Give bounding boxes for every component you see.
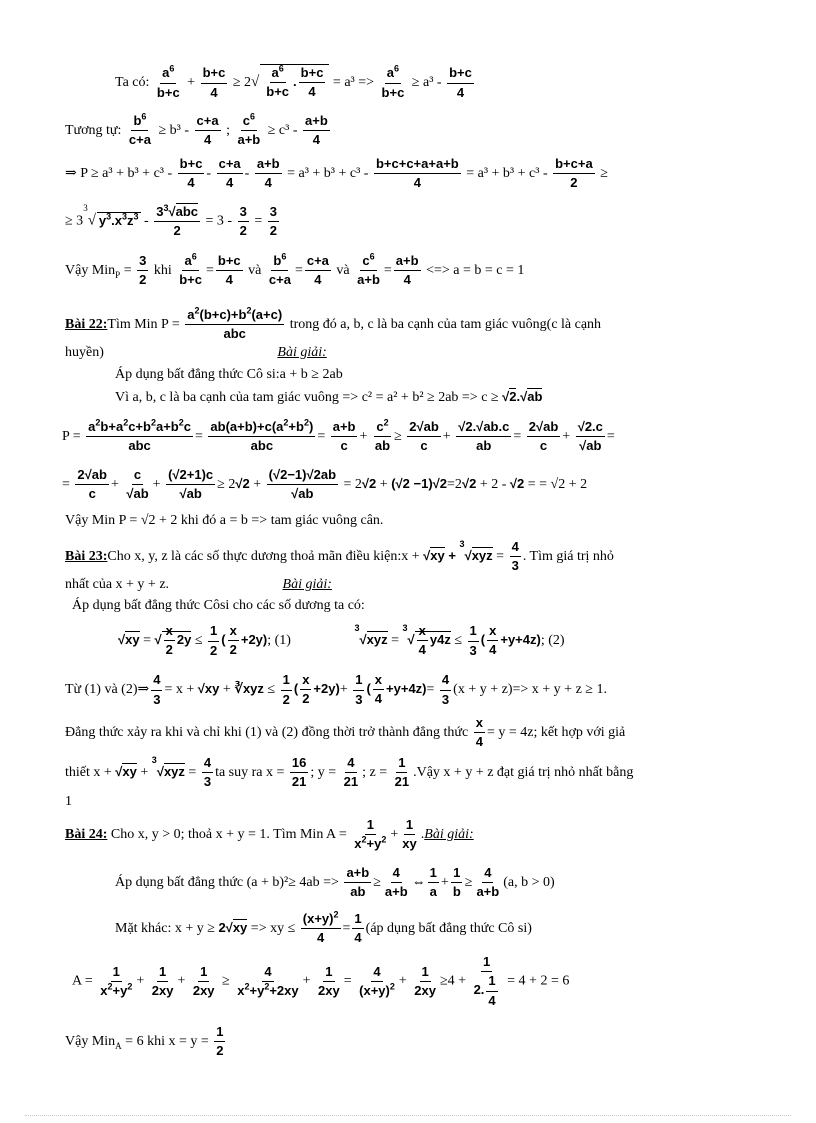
fraction: $\frac{a+b}{4}$ [305, 113, 328, 148]
problem-title: Bài 24: [65, 827, 108, 843]
text: (áp dụng bất đẳng thức Cô si) [365, 921, 532, 937]
problem-title: Bài 22: [65, 317, 108, 333]
text: (x + y + z)=> x + y + z ≥ 1. [453, 682, 607, 698]
b24-conc: Vậy Min$_A$ = 6 khi x = y = $\frac{1}{2}$ [65, 1024, 224, 1059]
text: = a³ + b³ + c³ - [287, 166, 369, 182]
text: = a³ + b³ + c³ - [466, 166, 548, 182]
text: ≥ a³ - [411, 75, 442, 91]
b24-title-line: Bài 24: Cho x, y > 0; thoả x + y = 1. Tìm Min A = $\frac{1}{x^2+y^2}$ + $\frac{1}{xy}$ .Bài giải: [65, 817, 474, 852]
solution-label: Bài giải: [424, 827, 474, 843]
line-3: ⇒ P ≥ a³ + b³ + c³ - $\frac{b+c}{4}$ - $\frac{c+a}{4}$ - $\frac{a+b}{4}$ = a³ + b³ + c³ - $\frac{b+c+c+a+a+b}{4}$ = a³ + b³ + c³ - $\frac{b+c+a}{2}$ ≥ [65, 156, 608, 191]
b22-cont [65, 346, 816, 360]
fraction: $\frac{b+c}{4}$ [202, 65, 226, 100]
text: Cho x, y > 0; thoả x + y = 1. Tìm Min A = [110, 827, 347, 843]
text: Đẳng thức xảy ra khi và chỉ khi (1) và (2) đồng thời trở thành đẳng thức [65, 725, 469, 741]
text: ta suy ra x = [215, 765, 285, 781]
text: ≥ 3 [65, 213, 84, 229]
line-1: Ta có: $\frac{a^6}{b+c}$ + $\frac{b+c}{4}$ ≥ 2√ $\frac{a^6}{b+c}$ . $\frac{b+c}{4}$ = a³ => $\frac{a^6}{b+c}$ ≥ a³ - $\frac{b+c}{4}$ [115, 63, 472, 100]
b22-conc [65, 514, 816, 528]
text: Áp dụng bất đẳng thức Côsi cho các số dương ta có: [72, 598, 365, 613]
b22-p1: P = $a^2b+a^2c+b^2a+b^2c$ abc = $ab(a+b)+c(a^2+b^2)$ abc = $\frac{a+b}{c}$ + $\frac{c^2}{ab}$ ≥ $\frac{2√ab}{c}$ + $\frac{√2.√ab.c}{ab}$ = $\frac{2√ab}{c}$ + $\frac{√2.c}{√ab}$ = [62, 417, 615, 454]
b22-s1 [115, 368, 816, 382]
text: và [336, 263, 350, 279]
solution-label: Bài giải: [282, 577, 332, 592]
text: Từ (1) và (2)⇒ [65, 682, 150, 698]
fraction: $\frac{c^6}{a+b}$ [237, 111, 261, 148]
problem-title: Bài 23: [65, 549, 108, 565]
text: => xy ≤ [250, 921, 296, 937]
line-2 [65, 111, 816, 148]
text: ≥ c³ - [267, 123, 298, 139]
text: Mặt khác: x + y ≥ [115, 921, 215, 937]
b23-th: thiết x + √xy + $^3$√xyz = $\frac{4}{3}$ ta suy ra x = $\frac{16}{21}$ ; y = $\frac{4}{21}$ ; z = $\frac{1}{21}$ .Vậy x + y + z đạt giá trị nhỏ nhất bằng [65, 755, 634, 790]
text: P = [62, 429, 81, 445]
text: = 2 [343, 477, 362, 493]
text: ; (2) [540, 633, 565, 649]
text: (a, b > 0) [503, 875, 555, 891]
text: P [115, 269, 121, 280]
text: = √2 + 2 [539, 477, 588, 493]
text: Vậy Min P = √2 + 2 khi đó a = b => tam giác vuông cân. [65, 513, 384, 528]
solution-label: Bài giải: [277, 345, 327, 360]
fraction: $\frac{a^6}{b+c}$ [156, 63, 180, 100]
b23-one [65, 795, 816, 809]
text: = [254, 213, 263, 229]
b22-title-line: Bài 22:Tìm Min P = $a^2(b+c)+b^2(a+c)$ abc trong đó a, b, c là ba cạnh của tam giác vuông(c là cạnh [65, 305, 602, 342]
text: Áp dụng bất đẳng thức (a + b)²≥ 4ab => [115, 875, 339, 891]
line-5: Vậy Min$_P$ = $\frac{3}{2}$ khi $\frac{a^6}{b+c}$ = $\frac{b+c}{4}$ và $\frac{b^6}{c+a}$ = $\frac{c+a}{4}$ và $\frac{c^6}{a+b}$ = $\frac{a+b}{4}$ <=> a = b = c = 1 [65, 251, 525, 288]
b24-a: A = $\frac{1}{x^2+y^2}$ + $\frac{1}{2xy}$ + $\frac{1}{2xy}$ ≥ $\frac{4}{x^2+y^2+2xy}$ + $\frac{1}{2xy}$ = $\frac{4}{(x+y)^2}$ + $\frac{1}{2xy}$ ≥4 + 1 2. $\frac{1}{4}$ = 4 + 2 = 6 [72, 954, 570, 1008]
text: Vậy Min [65, 263, 116, 279]
text: Vì a, b, c là ba cạnh của tam giác vuông => c² = a² + b² ≥ 2ab => c ≥ [115, 390, 499, 405]
text: Áp dụng bất đẳng thức Cô si:a + b ≥ 2ab [115, 367, 343, 382]
text: ⇒ P ≥ a³ + b³ + c³ - [65, 166, 173, 182]
text: = 4 + 2 = 6 [507, 973, 570, 989]
fraction: $\frac{c+a}{4}$ [196, 113, 219, 148]
text: 1 [65, 794, 72, 809]
text: ; [226, 123, 230, 139]
text: Tìm Min P = [107, 317, 180, 333]
b24-s2: Mặt khác: x + y ≥ 2√xy => xy ≤ $\frac{(x+y)^2}{4}$ = $\frac{1}{4}$ (áp dụng bất đẳng thức Cô si) [115, 909, 532, 946]
text: nhất của x + y + z. [65, 577, 170, 592]
b22-p2: = $\frac{2√ab}{c}$ + $\frac{c}{√ab}$ + $\frac{(√2+1)c}{√ab}$ ≥ 2√2 + $\frac{(√2-1)√2ab}{√ab}$ = 2√2 + (√2 −1)√2=2√2 + 2 - √2 = = √2 + 2 [62, 467, 588, 502]
text: ; (1) [267, 633, 291, 649]
text: = 6 khi x = y = [125, 1034, 209, 1050]
text: A = [72, 973, 93, 989]
b22-s2: Vì a, b, c là ba cạnh của tam giác vuông => c² = a² + b² ≥ 2ab => c ≥ √2.√ab [115, 389, 543, 405]
text: ≥ 2 [232, 75, 252, 91]
fraction: $\frac{a^6}{b+c}$ [381, 63, 405, 100]
text: trong đó a, b, c là ba cạnh của tam giác vuông(c là cạnh [289, 317, 602, 333]
footer-divider [25, 1115, 791, 1116]
text: = a³ => [332, 75, 375, 91]
text: Cho x, y, z là các số thực dương thoả mãn điều kiện:x + [107, 549, 420, 565]
text: ≥ [600, 166, 608, 182]
text: thiết x + [65, 765, 112, 781]
text: = y = 4z; kết hợp với giả [486, 725, 626, 741]
b23-title-line: Bài 23:Cho x, y, z là các số thực dương thoả mãn điều kiện:x + √xy + $^3$√xyz = $\frac{4}{3}$ . Tìm giá trị nhỏ [65, 539, 614, 574]
b24-s1: Áp dụng bất đẳng thức (a + b)²≥ 4ab => $\frac{a+b}{ab}$ ≥ $\frac{4}{a+b}$ ⇔ $\frac{1}{a}$ + $\frac{1}{b}$ ≥ $\frac{4}{a+b}$ (a, b > 0) [115, 865, 555, 900]
text: <=> a = b = c = 1 [426, 263, 525, 279]
b23-from: Từ (1) và (2)⇒ $\frac{4}{3}$ = x + √xy + ∛xyz ≤ $\frac{1}{2}$ ( $\frac{x}{2}$ +2y)+ $\frac{1}{3}$ ( $\frac{x}{4}$ +y+4z)= $\frac{4}{3}$ (x + y + z)=> x + y + z ≥ 1. [65, 672, 607, 707]
b23-ineq: √xy = √ $\frac{x}{2}$ 2y ≤ $\frac{1}{2}$ ( $\frac{x}{2}$ +2y); (1) $^3$√xyz = $^3$√ $\frac{x}{4}$ y4z ≤ $\frac{1}{3}$ ( $\frac{x}{4}$ +y+4z); (2) [118, 623, 565, 658]
text: Vậy Min [65, 1034, 116, 1050]
text: = [123, 263, 132, 279]
b23-cont [65, 578, 816, 592]
text: ≥ b³ - [158, 123, 190, 139]
text: = 3 - [205, 213, 233, 229]
text: huyền) [65, 345, 104, 360]
b23-s1 [72, 599, 816, 613]
text: Tương tự: [65, 123, 122, 139]
b23-eq: Đẳng thức xảy ra khi và chỉ khi (1) và (2) đồng thời trở thành đẳng thức $\frac{x}{4}$ = y = 4z; kết hợp với giả [65, 715, 626, 750]
line-4: ≥ $3^3√$ $y^3.x^3z^3$ - $3^3√abc$ 2 = 3 - $\frac{3}{2}$ = $\frac{3}{2}$ [65, 203, 277, 239]
text: Ta có: [115, 75, 150, 91]
text: khi [153, 263, 172, 279]
text: và [248, 263, 262, 279]
text: Vậy x + y + z đạt giá trị nhỏ nhất bằng [416, 765, 634, 781]
fraction: $\frac{b^6}{c+a}$ [128, 111, 151, 148]
text: . Tìm giá trị nhỏ [522, 549, 614, 565]
fraction: $\frac{b+c}{4}$ [449, 65, 472, 100]
